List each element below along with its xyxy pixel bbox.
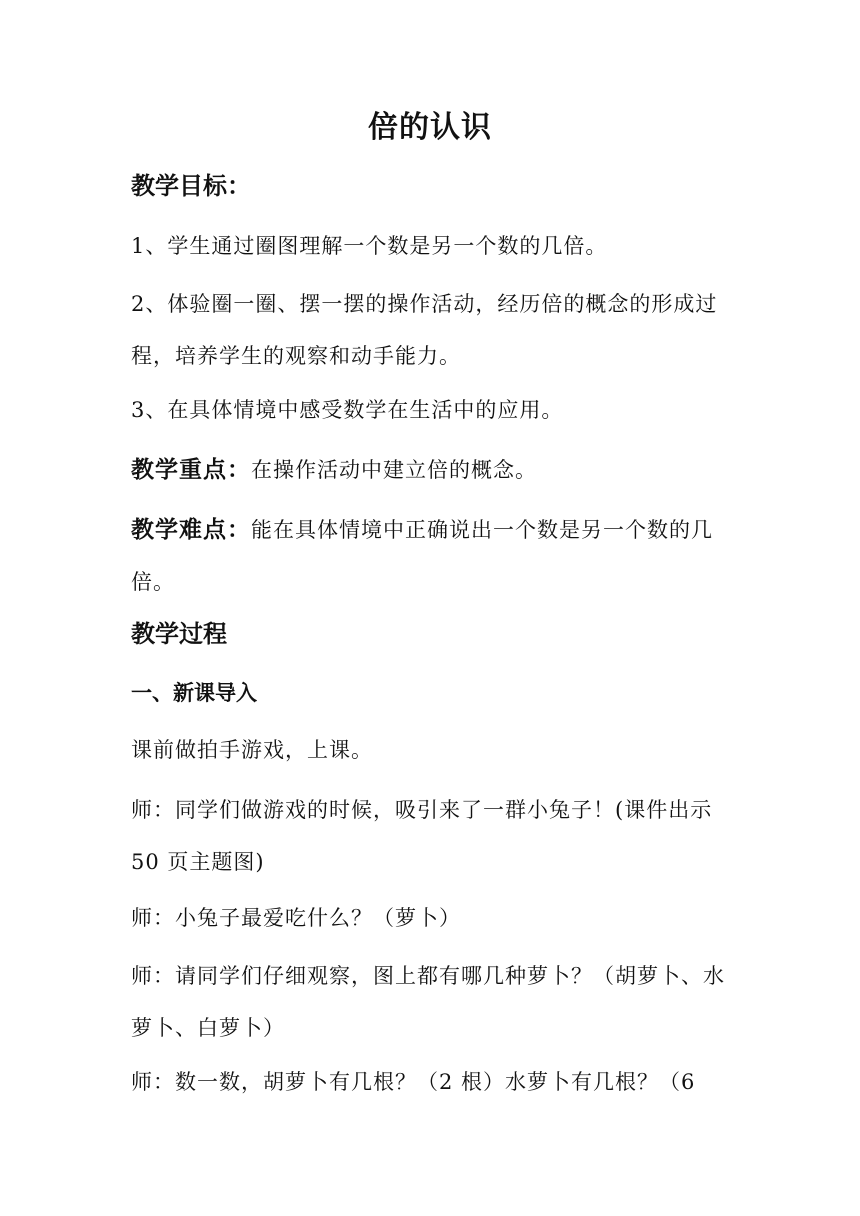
objective-item: 1、学生通过圈图理解一个数是另一个数的几倍。 <box>131 234 608 258</box>
key-point-label: 教学重点： <box>131 457 251 483</box>
body-paragraph: 师：同学们做游戏的时候，吸引来了一群小兔子！(课件出示 50 页主题图) <box>131 798 713 874</box>
objective-item: 3、在具体情境中感受数学在生活中的应用。 <box>131 398 564 422</box>
body-paragraph: 师：请同学们仔细观察，图上都有哪几种萝卜？（胡萝卜、水萝卜、白萝卜） <box>131 964 725 1040</box>
body-paragraph: 课前做拍手游戏，上课。 <box>131 738 373 762</box>
section-heading: 一、新课导入 <box>131 681 257 705</box>
body-paragraph: 师：数一数，胡萝卜有几根？（2 根）水萝卜有几根？（6 <box>131 1070 696 1094</box>
body-paragraph: 师：小兔子最爱吃什么？（萝卜） <box>131 906 461 930</box>
key-point-text: 在操作活动中建立倍的概念。 <box>251 458 537 482</box>
objectives-heading: 教学目标： <box>131 172 251 200</box>
difficulty-paragraph <box>131 504 736 608</box>
difficulty-label: 教学难点： <box>131 517 251 543</box>
objective-item: 2、体验圈一圈、摆一摆的操作活动，经历倍的概念的形成过程，培养学生的观察和动手能力。 <box>131 292 718 368</box>
process-heading: 教学过程 <box>131 620 227 648</box>
document-title: 倍的认识 <box>368 110 492 145</box>
difficulty-text: 能在具体情境中正确说出一个数是另一个数的几倍。 <box>131 518 713 594</box>
key-point-paragraph <box>131 444 736 496</box>
